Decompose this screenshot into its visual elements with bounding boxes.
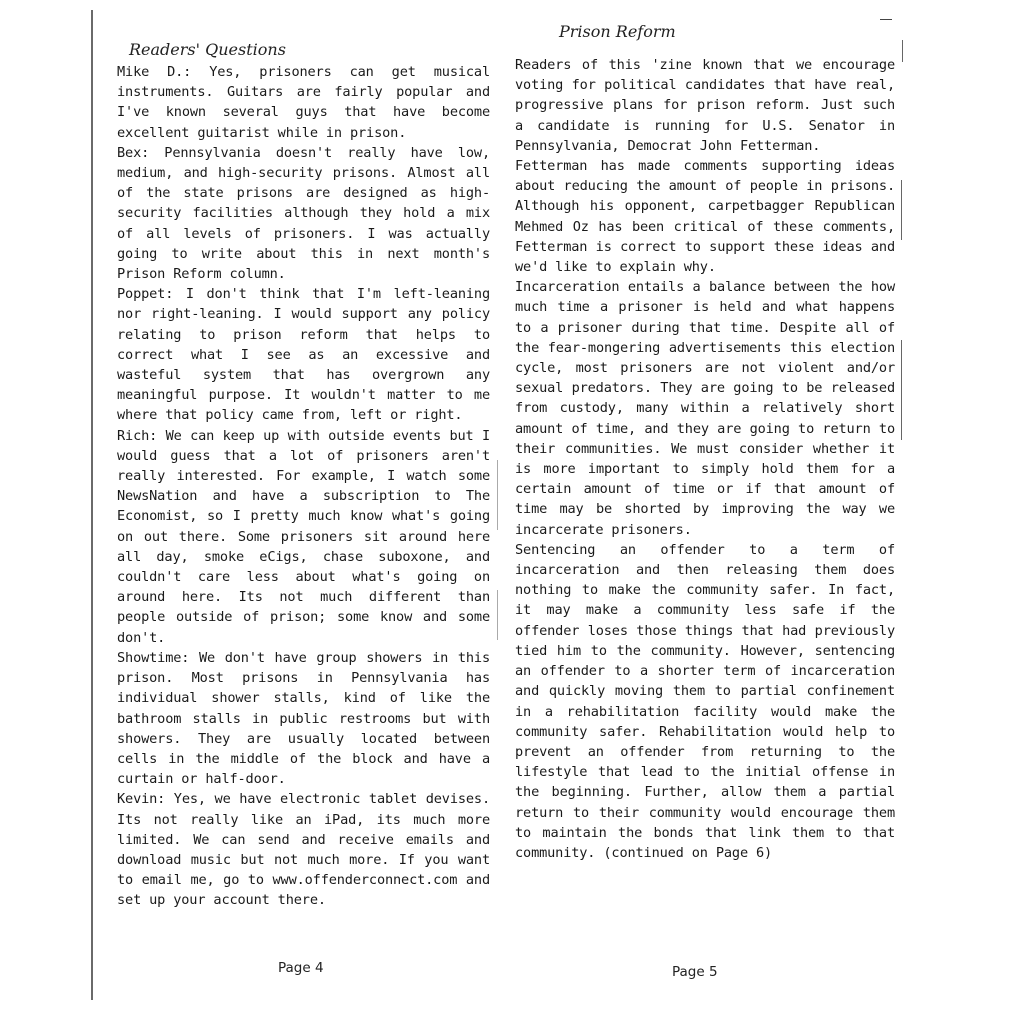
margin-mark (901, 180, 902, 240)
answer-paragraph: Mike D.: Yes, prisoners can get musical instruments. Guitars are fairly popular and I've known several guys that have become excellent guitarist while in prison. (117, 64, 490, 141)
answer-paragraph: Kevin: Yes, we have electronic tablet devises. Its not really like an iPad, its much more limited. We can send and receive emails and download music but not much more. If you want to email me, go to www.offenderconnect.com and set up your account there. (117, 791, 490, 909)
answer-paragraph: Poppet: I don't think that I'm left-leaning nor right-leaning. I would support any policy relating to prison reform that helps to correct what I see as an excessive and wasteful system that has overgrown any meaningful purpose. It wouldn't matter to me where that policy came from, left or right. (117, 286, 490, 424)
answer-paragraph: Showtime: We don't have group showers in this prison. Most prisons in Pennsylvania has individual shower stalls, kind of like the bathroom stalls in public restrooms but with showers. They are usually located between cells in the middle of the block and have a curtain or half-door. (117, 649, 490, 788)
article-paragraph: Readers of this 'zine known that we encourage voting for political candidates that have real, progressive plans for prison reform. Just such a candidate is running for U.S. Senator in Pennsylvania, Democrat John Fetterman. (515, 57, 895, 154)
page-binding-edge (91, 10, 93, 1000)
section-title-readers-questions: Readers' Questions (129, 40, 286, 59)
margin-mark (901, 340, 902, 440)
article-paragraph: Sentencing an offender to a term of incarceration and then releasing them does nothing to make the community safer. In fact, it may make a community less safe if the offender loses those things that had previously tied him to the community. However, sentencing an offender to a shorter term of incarceration and quickly moving them to partial confinement in a rehabilitation facility would make the community safer. Rehabilitation would help to prevent an offender from returning to the lifestyle that lead to the initial offense in the beginning. Further, allow them a partial return to their community would encourage them to maintain the bonds that link them to that community. (continued on Page 6) (515, 541, 895, 861)
right-page-body (515, 55, 895, 863)
column-divider (497, 590, 498, 640)
section-title-prison-reform: Prison Reform (559, 22, 676, 41)
page-number-right: Page 5 (672, 964, 718, 980)
answer-paragraph: Rich: We can keep up with outside events but I would guess that a lot of prisoners aren't really interested. For example, I watch some NewsNation and have a subscription to The Economist, so I pretty much know what's going on out there. Some prisoners sit around here all day, smoke eCigs, chase suboxone, and couldn't care less about what's going on around here. Its not much different than people outside of prison; some know and some don't. (117, 427, 490, 646)
article-paragraph: Incarceration entails a balance between the how much time a prisoner is held and what happens to a prisoner during that time. Despite all of the fear-mongering advertisements this election cycle, most prisoners are not violent and/or sexual predators. They are going to be released from custody, many within a relatively short amount of time, and they are going to return to their communities. We must consider whether it is more important to simply hold them for a certain amount of time or if that amount of time may be shorted by improving the way we incarcerate prisoners. (515, 279, 895, 538)
corner-mark (880, 19, 892, 20)
column-divider (497, 460, 498, 530)
page-number-left: Page 4 (278, 960, 324, 976)
answer-paragraph: Bex: Pennsylvania doesn't really have low, medium, and high-security prisons. Almost all of the state prisons are designed as high-security facilities although they hold a mix of all levels of prisoners. I was actually going to write about this in next month's Prison Reform column. (117, 144, 490, 283)
margin-mark (902, 40, 903, 62)
left-page-body (117, 62, 490, 911)
article-paragraph: Fetterman has made comments supporting ideas about reducing the amount of people in prisons. Although his opponent, carpetbagger Republican Mehmed Oz has been critical of these comments, Fetterman is correct to support these ideas and we'd like to explain why. (515, 158, 895, 276)
